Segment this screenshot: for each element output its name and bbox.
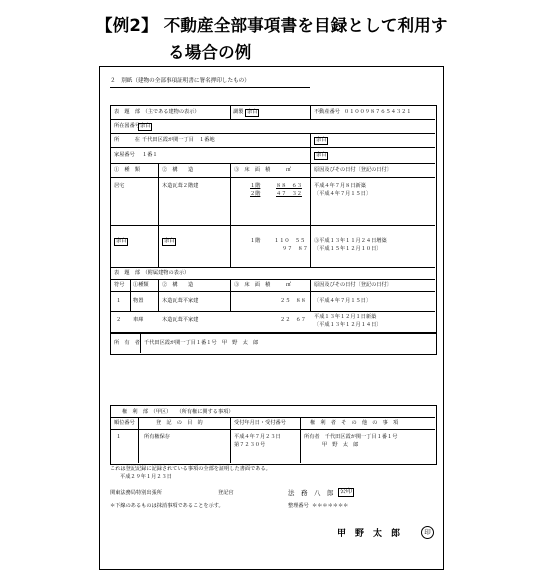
row2-floor: １階 <box>250 238 261 244</box>
fuzoku-r2-kozo: 木造瓦葺平家建 <box>162 317 199 323</box>
official-name: 法 務 八 郎 <box>288 489 334 497</box>
certificate-document <box>99 66 444 570</box>
fudosan-label: 不動産番号 <box>314 109 340 115</box>
fuzoku-r1-shurui: 物置 <box>133 298 144 304</box>
fuzoku-r1-area: ２５ ８８ <box>280 298 306 304</box>
fuzoku-col-shurui: ①種類 <box>133 282 149 288</box>
row2-shurui: 余白 <box>116 238 127 244</box>
divider <box>230 279 231 311</box>
official-seal: 公印 <box>340 488 353 495</box>
row2-kozo: 余白 <box>164 238 175 244</box>
row1-floor1: １階 <box>250 183 261 189</box>
row2-area2: ９７ ８７ <box>282 246 308 252</box>
divider <box>310 279 311 311</box>
col-genin: 原因及びその日付〔登記の日付〕 <box>314 167 392 173</box>
fuzoku-r1-genin: 〔平成４年７月１５日〕 <box>314 298 372 304</box>
office-name: 関東法務局特別出張所 <box>110 490 162 496</box>
row2-area1: １１０ ５５ <box>274 238 306 244</box>
fuzoku-r2-genin1: 平成１３年１２月１日新築 <box>314 314 377 320</box>
row2-genin2: 〔平成１５年１２月１０日〕 <box>314 246 382 252</box>
kenri-col-mokuteki: 登 記 の 目 的 <box>156 420 203 426</box>
divider <box>110 417 435 418</box>
kenri-r1-kenrisha1: 所有者 千代田区霞が関一丁目１番１号 <box>304 434 398 440</box>
divider <box>110 311 435 312</box>
row1-floor2: ２階 <box>250 191 261 197</box>
row1-genin2: 〔平成４年７月１５日〕 <box>314 191 372 197</box>
chosei-value: 余白 <box>247 109 258 115</box>
divider <box>110 133 435 134</box>
divider <box>110 147 435 148</box>
fuzoku-r2-area: ２２ ６７ <box>280 317 306 323</box>
divider <box>230 417 231 463</box>
col-yukamenseki: ③ 床 面 積 ㎡ <box>234 167 292 173</box>
fuzoku-r1-kozo: 木造瓦葺平家建 <box>162 298 199 304</box>
kaoku-right-value: 余白 <box>316 152 327 158</box>
row1-area2: ４７ ３２ <box>276 191 302 197</box>
divider <box>110 429 435 430</box>
divider <box>230 105 231 119</box>
section-title: ２ 別紙（建物の全部事項証明書に署名押印したもの） <box>110 78 250 84</box>
fuzoku-col-kozo: ② 構 造 <box>162 282 194 288</box>
certify-text: これは登記記録に記録されている事項の全部を証明した書面である。 <box>110 466 271 472</box>
row1-kozo: 木造瓦葺２階建 <box>162 183 199 189</box>
kenri-col-kenrisha: 権 利 者 そ の 他 の 事 項 <box>310 420 399 426</box>
shozai-zu-label: 所在図番号 <box>114 123 140 129</box>
row1-genin1: 平成４年７月８日新築 <box>314 183 366 189</box>
shozai-label: 所 在 <box>114 137 140 143</box>
kaoku-label: 家屋番号 <box>114 152 135 158</box>
heading-line-1: 【例2】 不動産全部事項書を目録として利用す <box>96 16 448 35</box>
divider <box>158 163 159 267</box>
row2-genin1: ③平成１３年１１月２４日増築 <box>314 238 387 244</box>
note-text: ＊下線のあるものは抹消事項であることを示す。 <box>110 503 224 509</box>
kenri-r1-mokuteki: 所有権保存 <box>144 434 170 440</box>
row1-area1: ８８ ６３ <box>276 183 302 189</box>
fuzoku-r1-fugo: １ <box>116 298 122 304</box>
divider <box>138 417 139 463</box>
seiri-value: ＊＊＊＊＊＊＊ <box>312 503 349 509</box>
shoyusha-label: 所 有 者 <box>114 340 140 346</box>
shozai-zu-value: 余白 <box>140 123 151 129</box>
kenri-r1-uketsuke1: 平成４年７月２３日 <box>234 434 281 440</box>
divider <box>230 163 231 267</box>
kenri-r1-kenrisha2: 甲 野 太 郎 <box>322 442 359 448</box>
divider <box>300 417 301 463</box>
certify-date: 平成２９年１月２３日 <box>120 474 172 480</box>
divider <box>110 119 435 120</box>
kenri-label: 権 利 部 （甲区） （所有権に関する事項） <box>122 409 234 415</box>
fuzoku-col-yukamenseki: ③ 床 面 積 ㎡ <box>234 282 292 288</box>
section-title-underline <box>110 87 310 88</box>
heading-line-2: る場合の例 <box>168 43 252 62</box>
seiri-label: 整理番号 <box>288 503 309 509</box>
kenri-col-uketsuke: 受付年月日・受付番号 <box>234 420 286 426</box>
col-shurui: ① 種 類 <box>114 167 140 173</box>
shozai-value: 千代田区霞が関一丁目 １番地 <box>142 137 215 143</box>
divider <box>158 279 159 311</box>
chosei-label: 調製 <box>233 109 244 115</box>
fuzoku-r2-fugo: ２ <box>116 317 122 323</box>
fuzoku-col-fugo: 符号 <box>114 282 125 288</box>
fuzoku-label: 表 題 部 （附属建物の表示） <box>114 270 190 276</box>
owner-signature: 甲野太郎 <box>337 529 410 539</box>
shoyusha-value: 千代田区霞が関一丁目１番１号 甲 野 太 郎 <box>144 340 259 346</box>
divider <box>110 267 435 268</box>
fuzoku-col-genin: 原因及びその日付〔登記の日付〕 <box>314 282 392 288</box>
divider <box>130 279 131 311</box>
kenri-r1-uketsuke2: 第７２３０号 <box>234 442 266 448</box>
fuzoku-r2-genin2: 〔平成１３年１２月１４日〕 <box>314 322 382 328</box>
personal-seal: 印 <box>421 526 434 539</box>
divider <box>140 333 141 353</box>
kaoku-value: １番１ <box>142 152 158 158</box>
shozai-right-value: 余白 <box>316 137 327 143</box>
official-label: 登記官 <box>218 490 234 496</box>
divider <box>310 105 311 119</box>
kenri-r1-jun: １ <box>116 434 122 440</box>
kenri-col-jun: 順位番号 <box>114 420 135 426</box>
fuzoku-r2-shurui: 車庫 <box>133 317 144 323</box>
divider <box>310 163 311 267</box>
divider <box>310 133 311 163</box>
hyodai-label: 表 題 部 （主である建物の表示） <box>114 109 200 115</box>
col-kozo: ② 構 造 <box>162 167 194 173</box>
fudosan-value: ０１００９８７６５４３２１ <box>344 109 412 115</box>
row1-shurui: 居宅 <box>114 183 125 189</box>
